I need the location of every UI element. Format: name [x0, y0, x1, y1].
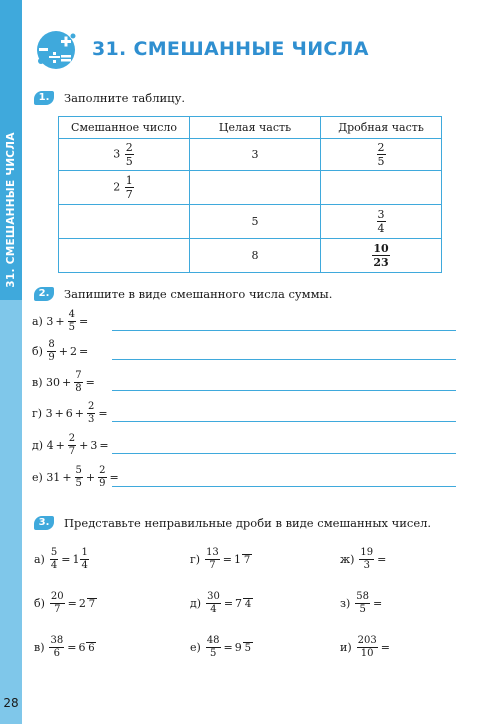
conversion-item — [34, 548, 90, 571]
denominator: 6 — [53, 648, 61, 659]
sum-item — [32, 371, 97, 394]
equals-sign: = — [67, 641, 77, 654]
term: 31 — [46, 471, 61, 484]
sum-item — [32, 466, 121, 489]
denominator: 9 — [48, 352, 55, 363]
plus-sign: + — [55, 439, 65, 452]
plus-sign: + — [58, 345, 69, 358]
plus-sign: + — [55, 315, 65, 328]
answer-line[interactable] — [112, 453, 456, 454]
fraction-cell[interactable] — [321, 171, 442, 205]
operations-icon — [30, 28, 82, 72]
conversion-item — [340, 592, 384, 615]
denominator: 7 — [88, 599, 96, 610]
term: 30 — [45, 376, 60, 389]
numerator: 20 — [50, 591, 64, 602]
page-number: 28 — [3, 696, 19, 710]
numerator: 2 — [99, 465, 106, 476]
denominator: 3 — [363, 560, 370, 571]
fraction — [74, 371, 82, 394]
item-label: а) — [32, 315, 43, 328]
task3-instruction: Представьте неправильные дроби в виде смешанных чисел. — [64, 516, 432, 530]
equals-sign: = — [78, 315, 89, 328]
fraction — [355, 592, 370, 615]
fraction-cell — [321, 239, 442, 273]
fraction — [377, 142, 386, 167]
numerator: 38 — [50, 635, 64, 646]
equals-sign: = — [109, 471, 119, 484]
denominator: 4 — [81, 560, 88, 571]
plus-sign: + — [54, 407, 64, 420]
integer-cell: 5 — [190, 205, 321, 239]
fraction — [359, 548, 374, 571]
denominator: 5 — [75, 478, 82, 489]
item-label: в) — [34, 641, 45, 654]
equals-sign: = — [79, 345, 89, 358]
mixed-number-cell[interactable] — [59, 239, 190, 273]
term: 4 — [46, 439, 54, 452]
fraction-cell — [321, 205, 442, 239]
fraction-blank[interactable] — [243, 597, 253, 610]
conversion-item — [190, 636, 254, 659]
equals-sign: = — [380, 641, 390, 654]
denominator: 7 — [243, 555, 251, 566]
conversion-item — [34, 592, 98, 615]
sum-item — [32, 402, 110, 425]
item-label: а) — [34, 553, 45, 566]
sidebar-label: 31. СМЕШАННЫЕ ЧИСЛА — [5, 132, 17, 288]
fraction — [68, 434, 76, 457]
fraction-blank[interactable] — [86, 641, 96, 654]
sum-item — [32, 310, 90, 333]
denominator: 7 — [68, 446, 76, 457]
item-label: г) — [190, 553, 201, 566]
numerator: 58 — [356, 591, 370, 602]
denominator: 3 — [88, 414, 95, 425]
numerator: 7 — [75, 370, 82, 381]
numerator: 2 — [88, 401, 95, 412]
fraction — [47, 340, 55, 363]
task-number-badge: 3. — [34, 516, 54, 530]
item-label: е) — [32, 471, 43, 484]
numerator: 3 — [377, 208, 385, 221]
numerator: 2 — [68, 433, 76, 444]
whole-part: 1 — [234, 553, 242, 566]
conversion-item — [190, 548, 253, 571]
fraction — [50, 592, 65, 615]
whole-part: 1 — [72, 553, 80, 566]
table-header: Смешанное число — [59, 117, 190, 139]
item-label: б) — [34, 597, 45, 610]
fraction — [205, 548, 220, 571]
numerator: 4 — [68, 309, 75, 320]
item-label: д) — [190, 597, 202, 610]
numerator: 19 — [360, 547, 374, 558]
fraction — [372, 243, 389, 268]
page-title: 31. СМЕШАННЫЕ ЧИСЛА — [92, 38, 369, 60]
answer-line[interactable] — [112, 486, 456, 487]
denominator: 10 — [360, 648, 374, 659]
table-row — [59, 139, 442, 171]
equals-sign: = — [61, 553, 71, 566]
fraction — [49, 636, 64, 659]
whole-part: 6 — [78, 641, 86, 654]
term: 3 — [45, 407, 53, 420]
numerator: 2 — [125, 141, 133, 154]
numerator: 2 — [377, 141, 385, 154]
fraction — [50, 548, 58, 571]
denominator: 4 — [377, 222, 385, 235]
term: 3 — [46, 315, 54, 328]
fraction — [87, 402, 95, 425]
denominator: 4 — [210, 604, 217, 615]
fraction — [125, 175, 134, 200]
equals-sign: = — [223, 597, 234, 610]
item-label: г) — [32, 407, 43, 420]
equals-sign: = — [98, 407, 108, 420]
integer-cell[interactable]: 3 — [190, 139, 321, 171]
integer-cell[interactable] — [190, 171, 321, 205]
table-row — [59, 205, 442, 239]
conversion-item — [190, 592, 254, 615]
plus-sign: + — [79, 439, 89, 452]
plus-sign: + — [61, 376, 72, 389]
numerator: 10 — [373, 242, 389, 255]
numerator: 48 — [206, 635, 220, 646]
denominator: 5 — [244, 643, 251, 654]
conversion-item — [34, 636, 97, 659]
numerator: 5 — [50, 547, 58, 558]
fraction — [125, 142, 134, 167]
denominator: 9 — [99, 478, 106, 489]
fraction — [75, 466, 83, 489]
term: 3 — [90, 439, 98, 452]
task2-instruction: Запишите в виде смешанного числа суммы. — [64, 287, 333, 301]
task-number-badge: 2. — [34, 287, 54, 301]
denominator: 7 — [209, 560, 216, 571]
fraction — [206, 636, 221, 659]
sidebar-lower — [0, 300, 22, 724]
whole-part: 2 — [113, 180, 121, 194]
denominator: 7 — [54, 604, 61, 615]
whole-part: 7 — [235, 597, 243, 610]
denominator: 6 — [88, 643, 95, 654]
task1-instruction: Заполните таблицу. — [64, 91, 185, 105]
whole-part: 9 — [234, 641, 242, 654]
fraction-cell[interactable] — [321, 139, 442, 171]
denominator: 5 — [68, 322, 75, 333]
fraction-blank[interactable] — [243, 641, 253, 654]
mixed-number-cell — [59, 139, 190, 171]
conversion-item — [340, 636, 392, 659]
fraction-blank[interactable] — [87, 597, 97, 610]
numerator: 8 — [48, 339, 55, 350]
denominator: 4 — [244, 599, 252, 610]
whole-part: 2 — [78, 597, 86, 610]
equals-sign: = — [85, 376, 95, 389]
fraction — [80, 548, 88, 571]
numerator: 1 — [81, 547, 88, 558]
item-label: з) — [340, 597, 351, 610]
equals-sign: = — [67, 597, 77, 610]
table-header: Дробная часть — [321, 117, 442, 139]
fraction — [68, 310, 76, 333]
equals-sign: = — [99, 439, 109, 452]
numerator: 13 — [206, 547, 219, 558]
denominator: 23 — [373, 256, 389, 269]
denominator: 4 — [50, 560, 58, 571]
fraction — [357, 636, 378, 659]
sum-item — [32, 434, 111, 457]
fraction — [98, 466, 106, 489]
item-label: е) — [190, 641, 201, 654]
sum-item — [32, 340, 90, 363]
table-row — [59, 171, 442, 205]
denominator: 8 — [75, 383, 82, 394]
plus-sign: + — [85, 471, 96, 484]
equals-sign: = — [373, 597, 383, 610]
denominator: 7 — [125, 188, 133, 201]
answer-line[interactable] — [112, 421, 456, 422]
numerator: 30 — [207, 591, 220, 602]
term: 2 — [70, 345, 78, 358]
numerator: 203 — [357, 635, 377, 646]
denominator: 5 — [209, 648, 217, 659]
mixed-number-cell[interactable] — [59, 205, 190, 239]
denominator: 5 — [125, 155, 133, 168]
fill-table — [58, 116, 442, 273]
whole-part: 3 — [113, 147, 121, 161]
numerator: 5 — [75, 465, 82, 476]
answer-line[interactable] — [112, 359, 456, 360]
fraction — [206, 592, 221, 615]
item-label: ж) — [340, 553, 355, 566]
item-label: в) — [32, 376, 43, 389]
plus-sign: + — [74, 407, 84, 420]
item-label: б) — [32, 345, 43, 358]
item-label: д) — [32, 439, 44, 452]
integer-cell: 8 — [190, 239, 321, 273]
term: 6 — [65, 407, 73, 420]
task-number-badge: 1. — [34, 91, 54, 105]
table-header: Целая часть — [190, 117, 321, 139]
mixed-number-cell — [59, 171, 190, 205]
fraction-blank[interactable] — [242, 553, 252, 566]
equals-sign: = — [222, 553, 233, 566]
conversion-item — [340, 548, 388, 571]
equals-sign: = — [223, 641, 233, 654]
equals-sign: = — [377, 553, 387, 566]
denominator: 5 — [377, 155, 385, 168]
fraction — [377, 209, 386, 234]
denominator: 5 — [359, 604, 366, 615]
table-row — [59, 239, 442, 273]
numerator: 1 — [125, 174, 133, 187]
item-label: и) — [340, 641, 352, 654]
plus-sign: + — [62, 471, 72, 484]
answer-line[interactable] — [112, 390, 456, 391]
answer-line[interactable] — [112, 330, 456, 331]
